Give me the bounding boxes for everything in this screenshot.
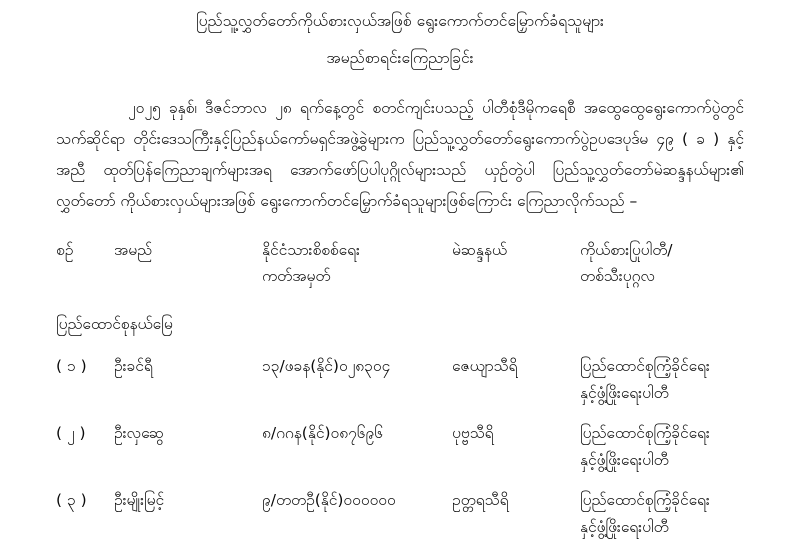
column-header-name <box>114 237 262 289</box>
row-party <box>580 420 744 474</box>
row-no: ( ၂ ) <box>56 424 86 442</box>
row-name: ဦးခင်ရီ <box>114 357 153 375</box>
row-name: ဦးမျိုးမြင့် <box>114 491 165 509</box>
row-party-line1: ပြည်ထောင်စုကြံ့ခိုင်ရေး <box>580 357 710 375</box>
column-header-nrc-line2: ကတ်အမှတ် <box>262 267 331 285</box>
row-party <box>580 353 744 407</box>
column-header-nrc-line1: နိုင်ငံသားစိစစ်ရေး <box>262 241 360 259</box>
column-header-nrc <box>262 237 452 289</box>
row-nrc: ၈/ဂဂန(နိုင်)၀၈၇၆၉၆ <box>262 424 383 442</box>
column-header-party <box>580 237 760 289</box>
column-header-constituency-line1: မဲဆန္ဒနယ် <box>452 241 507 259</box>
column-header-constituency <box>452 237 580 289</box>
page-title: ပြည်သူ့လွှတ်တော်ကိုယ်စားလှယ်အဖြစ် ရွေးကောက်တင်မြှောက်ခံရသူများ <box>196 12 604 30</box>
row-party-line1: ပြည်ထောင်စုကြံ့ခိုင်ရေး <box>580 424 710 442</box>
row-constituency: ဥတ္တရသီရိ <box>452 491 509 509</box>
row-constituency: ဇေယျာသီရိ <box>452 357 518 375</box>
row-name: ဦးလှဆွေ <box>114 424 164 442</box>
column-header-name-line1: အမည် <box>114 241 153 259</box>
column-header-party-line2: တစ်သီးပုဂ္ဂလ <box>580 267 655 285</box>
row-party-line1: ပြည်ထောင်စုကြံ့ခိုင်ရေး <box>580 491 710 509</box>
column-header-no <box>56 237 114 289</box>
row-party <box>580 487 744 541</box>
section-heading: ပြည်ထောင်စုနယ်မြေ <box>56 315 173 333</box>
page-subtitle: အမည်စာရင်းကြေညာခြင်း <box>326 49 474 67</box>
column-header-party-line1: ကိုယ်စားပြုပါတီ/ <box>580 241 673 259</box>
row-nrc: ၉/တတဦ(နိုင်)၀၀၀၀၀၀ <box>262 491 396 509</box>
row-constituency: ပုဗ္ဗသီရိ <box>452 424 494 442</box>
row-no: ( ၃ ) <box>56 491 87 509</box>
row-party-line2: နှင့်ဖွံ့ဖြိုးရေးပါတီ <box>580 451 669 469</box>
table-column-headers <box>56 237 744 289</box>
table-rows <box>56 353 744 554</box>
document-title-block <box>56 6 744 73</box>
row-party-line2: နှင့်ဖွံ့ဖြိုးရေးပါတီ <box>580 384 669 402</box>
table-row <box>56 420 744 474</box>
table-row <box>56 487 744 541</box>
row-no: ( ၁ ) <box>56 357 87 375</box>
row-party-line2: နှင့်ဖွံ့ဖြိုးရေးပါတီ <box>580 518 669 536</box>
document-body <box>56 93 744 217</box>
table-row <box>56 353 744 407</box>
paragraph-text: ၂၀၂၅ ခုနှစ်၊ ဒီဇင်ဘာလ ၂၈ ရက်နေ့တွင် စတင်ကျင်းပသည့် ပါတီစုံဒီမိုကရေစီ အထွေထွေရွေးကောက်ပွဲတွင် သက်ဆိုင်ရာ တိုင်းဒေသကြီးနှင့်ပြည်နယ်ကော်မရှင်အဖွဲ့ခွဲများက ပြည်သူ့လွှတ်တော်ရွေးကောက်ပွဲဥပဒေပုဒ်မ ၄၉ ( ခ ) နှင့်အညီ ထုတ်ပြန်ကြေညာချက်များအရ အောက်ဖော်ပြပါပုဂ္ဂိုလ်များသည် ယှဉ်တွဲပါ ပြည်သူ့လွှတ်တော်မဲဆန္ဒနယ်များ၏ လွှတ်တော် ကိုယ်စားလှယ်များအဖြစ် ရွေးကောက်တင်မြှောက်ခံရသူများဖြစ်ကြောင်း ကြေညာလိုက်သည် – <box>56 99 744 210</box>
announcement-paragraph <box>56 93 744 217</box>
column-header-no-line1: စဉ် <box>56 241 74 259</box>
row-nrc: ၁၃/ဖခန(နိုင်)၀၂၈၃၀၄ <box>262 357 391 375</box>
